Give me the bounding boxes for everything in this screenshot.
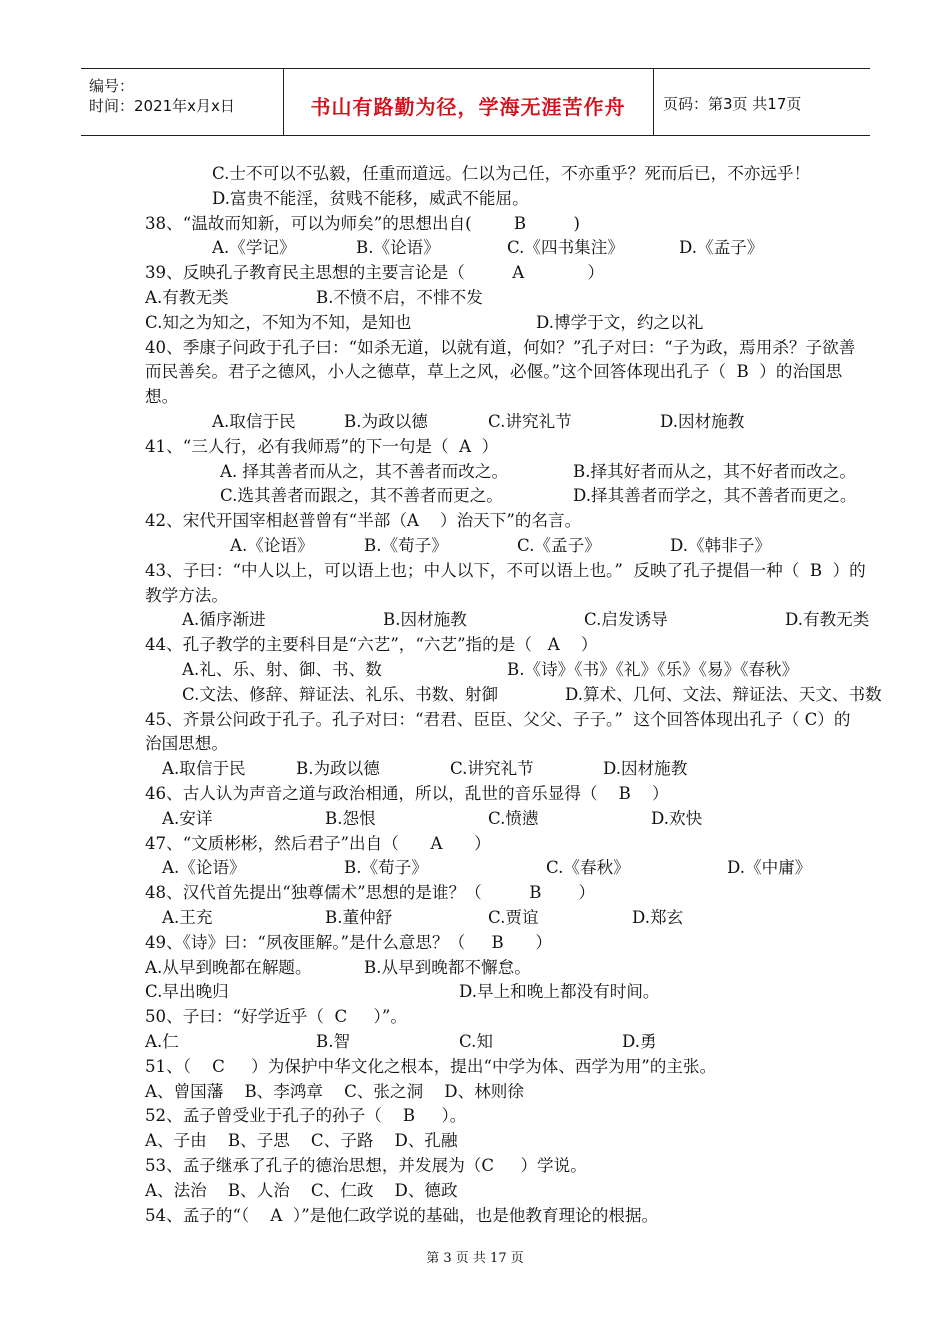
motto-text: 书山有路勤为径，学海无涯苦作舟 (310, 95, 626, 119)
text-segment: B.《论语》 (356, 238, 440, 258)
text-segment: A.取信于民 (162, 759, 246, 779)
text-line (0, 185, 950, 209)
page-footer: 第 3 页 共 17 页 (426, 1251, 524, 1266)
text-segment: A.《论语》 (162, 858, 246, 878)
text-line (0, 532, 950, 556)
text-segment: D.算术、几何、文法、辩证法、天文、书数 (565, 684, 882, 704)
text-segment: D.《孟子》 (679, 238, 764, 258)
text-segment: D.早上和晚上都没有时间。 (459, 982, 660, 1002)
text-segment: B.《诗》《书》《礼》《乐》《易》《春秋》 (507, 660, 799, 679)
text-segment: 53、孟子继承了孔子的德治思想，并发展为（C ）学说。 (145, 1156, 587, 1175)
text-line (0, 557, 950, 581)
text-line (0, 358, 950, 382)
text-line (0, 1078, 950, 1102)
text-segment: D.因材施教 (660, 412, 745, 431)
text-segment: C.愤懑 (488, 808, 539, 828)
text-segment: 46、古人认为声音之道与政治相通，所以，乱世的音乐显得（ B ） (145, 784, 669, 803)
text-segment: 45、齐景公问政于孔子。孔子对曰：“君君、臣臣、父父、子子。” 这个回答体现出孔子（ C）的 (145, 709, 851, 729)
text-segment: D.《韩非子》 (670, 536, 771, 555)
date-line: 时间：2021年x月x日 (89, 97, 235, 115)
text-line (0, 879, 950, 903)
text-segment: C.《孟子》 (517, 536, 601, 555)
text-line (0, 706, 950, 730)
text-line (0, 582, 950, 606)
text-line (0, 383, 950, 407)
text-segment: A.《论语》 (230, 536, 314, 555)
text-segment: C.文法、修辞、辩证法、礼乐、书数、射御 (182, 684, 499, 704)
text-segment: B.从早到晚都不懈怠。 (364, 957, 531, 977)
text-segment: D.郑玄 (632, 908, 684, 927)
text-line (0, 234, 950, 258)
text-segment: B.《荀子》 (344, 858, 428, 878)
text-segment: 49、《诗》曰：“夙夜匪解。”是什么意思？（ B ） (145, 932, 552, 952)
text-segment: 47、“文质彬彬，然后君子”出自（ A ） (145, 833, 491, 853)
text-segment: B.董仲舒 (325, 908, 393, 927)
text-segment: D.富贵不能淫，贫贱不能移，威武不能屈。 (212, 188, 529, 208)
text-line (0, 780, 950, 804)
text-segment: A、法治 B、人治 C、仁政 D、德政 (145, 1180, 458, 1200)
text-line (0, 631, 950, 655)
text-line (0, 482, 950, 506)
header-page-cell (653, 69, 870, 135)
text-segment: C.知 (459, 1032, 493, 1051)
text-line (0, 978, 950, 1002)
text-segment: B.为政以德 (296, 759, 380, 779)
text-segment: A、子由 B、子思 C、子路 D、孔融 (145, 1131, 458, 1151)
text-segment: C.《四书集注》 (507, 238, 624, 258)
text-line (0, 160, 950, 184)
text-segment: 38、“温故而知新，可以为师矣”的思想出自( B ) (145, 213, 580, 233)
text-segment: C.《春秋》 (546, 858, 630, 878)
serial-label: 编号： (89, 77, 135, 95)
text-segment: C.士不可以不弘毅，任重而道远。仁以为己任，不亦重乎？死而后已，不亦远乎！ (212, 164, 811, 183)
text-segment: C.讲究礼节 (450, 759, 534, 779)
text-line (0, 1003, 950, 1027)
text-segment: A.王充 (162, 908, 213, 927)
text-segment: A.仁 (145, 1032, 179, 1051)
text-line (0, 1152, 950, 1176)
text-segment: C.早出晚归 (145, 982, 229, 1002)
text-segment: A.有教无类 (145, 288, 229, 307)
text-segment: D.择其善者而学之，其不善者而更之。 (573, 486, 857, 506)
text-line (0, 805, 950, 829)
text-segment: D.因材施教 (603, 759, 688, 779)
text-line (0, 259, 950, 283)
text-line (0, 1127, 950, 1151)
text-segment: 40、季康子问政于孔子曰：“如杀无道，以就有道，何如？”孔子对曰：“子为政，焉用杀？子欲善 (145, 337, 856, 357)
text-segment: B.择其好者而从之，其不好者而改之。 (573, 461, 856, 481)
text-segment: A.《学记》 (212, 238, 296, 258)
text-segment: 42、宋代开国宰相赵普曾有“半部（A ）治天下”的名言。 (145, 511, 582, 531)
text-segment: A. 择其善者而从之，其不善者而改之。 (220, 461, 509, 481)
text-segment: D.勇 (622, 1032, 657, 1051)
text-segment: B.智 (316, 1032, 351, 1051)
text-line (0, 1102, 950, 1126)
text-line (0, 433, 950, 457)
text-line (0, 1028, 950, 1052)
text-line (0, 334, 950, 358)
text-segment: D.博学于文，约之以礼 (536, 312, 704, 332)
text-segment: 而民善矣。君子之德风，小人之德草，草上之风，必偃。”这个回答体现出孔子（ B ）的治国思 (145, 362, 843, 382)
text-segment: 43、子曰：“中人以上，可以语上也；中人以下，不可以语上也。” 反映了孔子提倡一种（ B ）的 (145, 560, 866, 580)
text-segment: 39、反映孔子教育民主思想的主要言论是（ A ） (145, 263, 605, 283)
text-segment: 教学方法。 (145, 585, 228, 605)
text-line (0, 1177, 950, 1201)
text-line (0, 1053, 950, 1077)
text-line (0, 656, 950, 680)
text-line (0, 854, 950, 878)
page-info: 页码：第3页 共17页 (663, 95, 802, 113)
text-segment: A.礼、乐、射、御、书、数 (182, 660, 382, 679)
text-line (0, 284, 950, 308)
text-segment: B.为政以德 (344, 412, 428, 431)
text-segment: 想。 (145, 387, 179, 407)
text-segment: B.因材施教 (383, 610, 467, 630)
text-line (0, 458, 950, 482)
text-segment: D.有教无类 (785, 610, 870, 630)
text-line (0, 830, 950, 854)
text-segment: 44、孔子教学的主要科目是“六艺”，“六艺”指的是（ A ） (145, 635, 598, 655)
text-segment: 52、孟子曾受业于孔子的孙子（ B ）。 (145, 1106, 467, 1126)
header-meta-cell (81, 69, 284, 135)
page-header (81, 68, 870, 136)
text-segment: C.启发诱导 (584, 610, 668, 630)
text-line (0, 730, 950, 754)
text-segment: C.贾谊 (488, 908, 539, 927)
text-segment: 48、汉代首先提出“独尊儒术”思想的是谁？（ B ） (145, 883, 595, 903)
text-segment: 54、孟子的“（ A ）”是他仁政学说的基础，也是他教育理论的根据。 (145, 1205, 659, 1225)
text-line (0, 210, 950, 234)
header-motto-cell (283, 69, 654, 135)
text-line (0, 1202, 950, 1226)
text-segment: C.知之为知之，不知为不知，是知也 (145, 312, 412, 332)
text-segment: C.选其善者而跟之，其不善者而更之。 (220, 486, 503, 506)
text-segment: A.安详 (162, 808, 213, 828)
text-segment: B.《荀子》 (364, 536, 448, 555)
text-segment: 50、子曰：“好学近乎（ C ）”。 (145, 1007, 407, 1027)
text-segment: D.欢快 (651, 808, 703, 828)
text-line (0, 681, 950, 705)
text-segment: C.讲究礼节 (488, 412, 572, 431)
text-line (0, 904, 950, 928)
text-segment: A、曾国藩 B、李鸿章 C、张之洞 D、林则徐 (145, 1081, 524, 1101)
text-segment: 51、（ C ）为保护中华文化之根本，提出“中学为体、西学为用”的主张。 (145, 1056, 717, 1076)
text-segment: B.怨恨 (325, 808, 376, 828)
text-segment: B.不愤不启，不悱不发 (316, 288, 483, 307)
text-segment: D.《中庸》 (727, 858, 812, 878)
text-segment: A.从早到晚都在解题。 (145, 957, 312, 977)
text-segment: A.循序渐进 (182, 610, 266, 630)
text-line (0, 507, 950, 531)
text-segment: 治国思想。 (145, 734, 228, 754)
text-segment: A.取信于民 (212, 412, 296, 431)
text-line (0, 755, 950, 779)
text-line (0, 606, 950, 630)
text-line (0, 408, 950, 432)
text-line (0, 309, 950, 333)
text-line (0, 929, 950, 953)
text-segment: 41、“三人行，必有我师焉”的下一句是（ A ） (145, 436, 499, 456)
text-line (0, 954, 950, 978)
